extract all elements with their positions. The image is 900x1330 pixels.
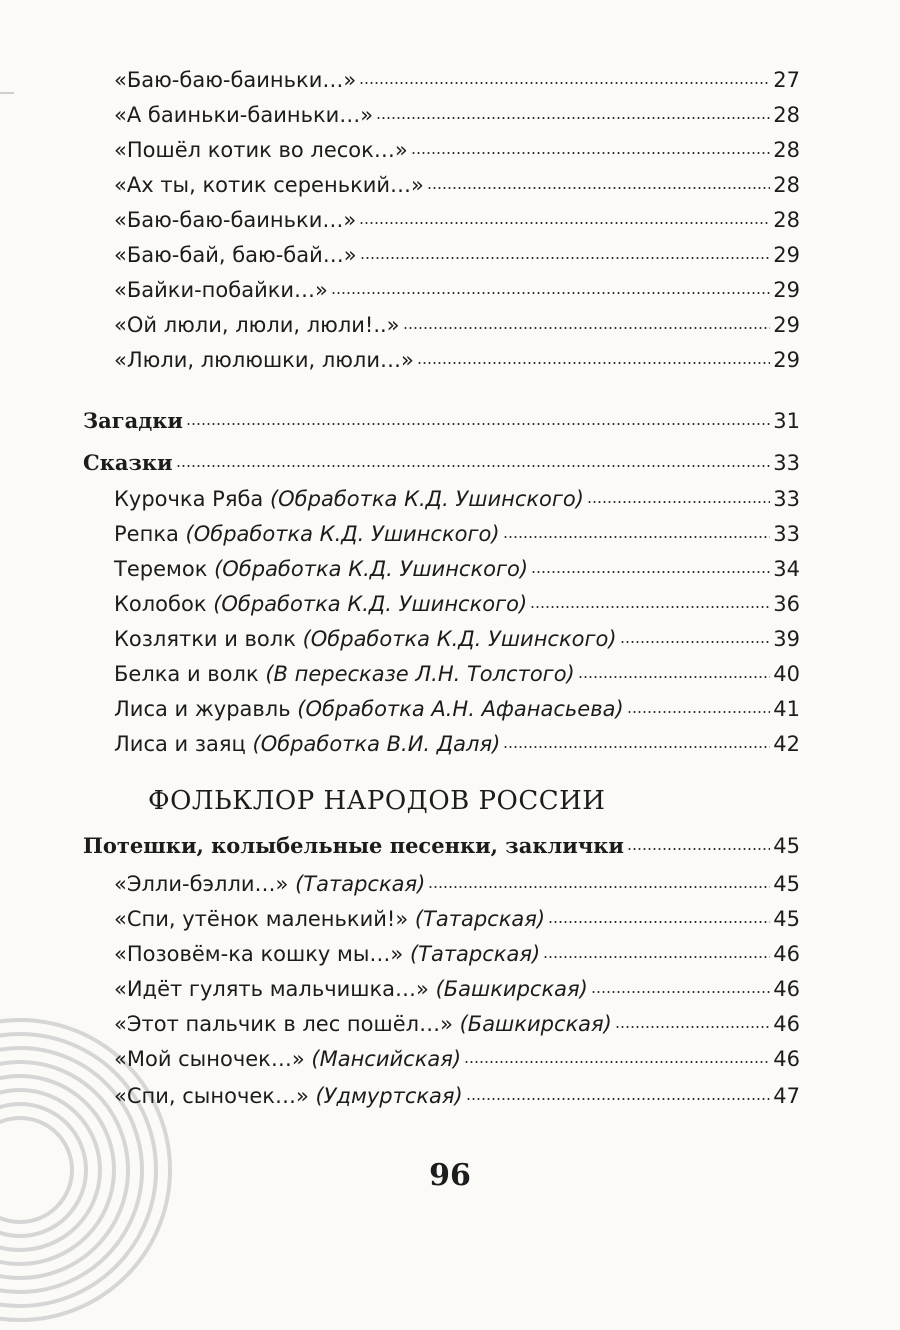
toc-entry-name: Курочка Ряба xyxy=(114,487,270,511)
toc-entry-title xyxy=(114,907,545,931)
toc-entry-name: Колобок xyxy=(114,592,214,616)
toc-entry-name: «Элли-бэлли…» xyxy=(114,872,296,896)
toc-entry-page: 29 xyxy=(773,278,800,302)
toc-entry-note: (Обработка К.Д. Ушинского) xyxy=(185,522,500,546)
toc-entry[interactable] xyxy=(114,348,800,372)
dot-leader xyxy=(503,535,771,539)
dot-leader xyxy=(411,151,771,155)
dot-leader xyxy=(427,186,770,190)
toc-section-page: 45 xyxy=(773,834,800,858)
toc-entry-title xyxy=(114,627,617,651)
toc-entry-name: Теремок xyxy=(114,557,215,581)
toc-entry-page: 46 xyxy=(773,942,800,966)
toc-section-page: 33 xyxy=(773,451,800,475)
toc-chapter-heading: ФОЛЬКЛОР НАРОДОВ РОССИИ xyxy=(148,786,606,816)
toc-section-title: Сказки xyxy=(83,450,173,475)
toc-entry-page: 47 xyxy=(773,1084,800,1108)
toc-entry[interactable] xyxy=(114,173,800,197)
toc-entry-page: 29 xyxy=(773,243,800,267)
toc-entry-note: (Обработка К.Д. Ушинского) xyxy=(214,557,529,581)
toc-entry-name: «Спи, сыночек…» xyxy=(114,1084,316,1108)
dot-leader xyxy=(587,500,770,504)
dot-leader xyxy=(543,955,770,959)
toc-entry-page: 33 xyxy=(773,522,800,546)
toc-entry-name: «Идёт гулять мальчишка…» xyxy=(114,977,436,1001)
toc-entry[interactable] xyxy=(114,592,800,616)
toc-entry[interactable] xyxy=(114,313,800,337)
dot-leader xyxy=(376,116,770,120)
toc-entry-page: 46 xyxy=(773,977,800,1001)
toc-entry-page: 42 xyxy=(773,732,800,756)
dot-leader xyxy=(591,990,770,994)
toc-entry-title: «Ах ты, котик серенький…» xyxy=(114,173,424,197)
toc-entry-title: «А баиньки-баиньки…» xyxy=(114,103,374,127)
dot-leader xyxy=(620,640,771,644)
toc-entry-page: 29 xyxy=(773,348,800,372)
toc-entry-name: Белка и волк xyxy=(114,662,266,686)
toc-entry[interactable] xyxy=(114,243,800,267)
toc-entry-note: (Татарская) xyxy=(409,942,541,966)
toc-entry-note: (Башкирская) xyxy=(459,1012,612,1036)
toc-entry-note: (Башкирская) xyxy=(435,977,588,1001)
dot-leader xyxy=(403,326,771,330)
toc-entry-name: Лиса и заяц xyxy=(114,732,253,756)
toc-entry-name: «Спи, утёнок маленький!» xyxy=(114,907,415,931)
toc-entry-title: «Люли, люлюшки, люли…» xyxy=(114,348,414,372)
toc-entry-title xyxy=(114,1012,612,1036)
toc-section-nursery[interactable] xyxy=(83,833,800,858)
toc-entry-title: «Байки-побайки…» xyxy=(114,278,328,302)
toc-entry-note: (Татарская) xyxy=(295,872,426,896)
toc-entry-name: «Позовём-ка кошку мы…» xyxy=(114,942,410,966)
toc-entry[interactable] xyxy=(114,557,800,581)
toc-entry-page: 39 xyxy=(773,627,800,651)
dot-leader xyxy=(466,1097,771,1101)
dot-leader xyxy=(186,422,770,426)
toc-entry[interactable] xyxy=(114,697,800,721)
toc-section-title: Загадки xyxy=(83,408,183,433)
toc-entry-title xyxy=(114,697,624,721)
toc-section-title: Потешки, колыбельные песенки, заклички xyxy=(83,833,624,858)
toc-entry-title xyxy=(114,1047,461,1071)
toc-entry[interactable] xyxy=(114,278,800,302)
toc-section-tales[interactable] xyxy=(83,450,800,475)
dot-leader xyxy=(627,847,770,851)
toc-entry-name: «Этот пальчик в лес пошёл…» xyxy=(114,1012,460,1036)
dot-leader xyxy=(578,675,771,679)
toc-entry-title: «Пошёл котик во лесок…» xyxy=(114,138,408,162)
dot-leader xyxy=(176,464,771,468)
dot-leader xyxy=(503,745,770,749)
toc-entry-title: «Баю-баю-баиньки…» xyxy=(114,68,357,92)
toc-entry-name: Лиса и журавль xyxy=(114,697,298,721)
toc-entry-title xyxy=(114,557,528,581)
dot-leader xyxy=(331,291,770,295)
dot-leader xyxy=(548,920,770,924)
toc-entry[interactable] xyxy=(114,1047,800,1071)
toc-entry-title xyxy=(114,592,527,616)
toc-section-riddles[interactable] xyxy=(83,408,800,433)
toc-entry-title xyxy=(114,662,575,686)
toc-entry-name: Репка xyxy=(114,522,186,546)
dot-leader xyxy=(359,221,770,225)
toc-entry-note: (Обработка А.Н. Афанасьева) xyxy=(297,697,624,721)
dot-leader xyxy=(428,885,770,889)
toc-entry-title xyxy=(114,487,584,511)
toc-entry-name: «Мой сыночек…» xyxy=(114,1047,312,1071)
toc-entry[interactable] xyxy=(114,942,800,966)
toc-entry-note: (Обработка К.Д. Ушинского) xyxy=(213,592,528,616)
dot-leader xyxy=(464,1060,770,1064)
toc-entry-page: 28 xyxy=(773,138,800,162)
dot-leader xyxy=(359,81,770,85)
toc-entry[interactable] xyxy=(114,103,800,127)
toc-entry-note: (Обработка К.Д. Ушинского) xyxy=(269,487,584,511)
toc-entry[interactable] xyxy=(114,138,800,162)
toc-entry-note: (Удмуртская) xyxy=(315,1084,463,1108)
toc-entry[interactable] xyxy=(114,68,800,92)
toc-entry-page: 46 xyxy=(773,1047,800,1071)
dot-leader xyxy=(531,570,770,574)
dot-leader xyxy=(360,256,771,260)
toc-entry[interactable] xyxy=(114,1012,800,1036)
toc-entry[interactable] xyxy=(114,977,800,1001)
toc-entry-page: 40 xyxy=(773,662,800,686)
dot-leader xyxy=(530,605,770,609)
toc-entry[interactable] xyxy=(114,662,800,686)
toc-entry-note: (Обработка В.И. Даля) xyxy=(252,732,501,756)
toc-entry-page: 28 xyxy=(773,103,800,127)
toc-entry-note: (Мансийская) xyxy=(311,1047,462,1071)
toc-entry-page: 29 xyxy=(773,313,800,337)
toc-entry-title xyxy=(114,1084,463,1108)
page-edge-mark xyxy=(0,92,14,94)
toc-entry-title xyxy=(114,732,500,756)
toc-entry-page: 27 xyxy=(773,68,800,92)
toc-entry-page: 28 xyxy=(773,173,800,197)
toc-entry[interactable] xyxy=(114,732,800,756)
toc-entry[interactable] xyxy=(114,1084,800,1108)
toc-entry-page: 45 xyxy=(773,872,800,896)
toc-entry-title xyxy=(114,522,500,546)
toc-entry-page: 28 xyxy=(773,208,800,232)
toc-section-page: 31 xyxy=(773,409,800,433)
toc-entry[interactable] xyxy=(114,627,800,651)
dot-leader xyxy=(615,1025,770,1029)
toc-entry-note: (Татарская) xyxy=(414,907,546,931)
toc-entry-title: «Баю-бай, баю-бай…» xyxy=(114,243,357,267)
toc-entry[interactable] xyxy=(114,872,800,896)
toc-entry[interactable] xyxy=(114,522,800,546)
toc-entry-page: 45 xyxy=(773,907,800,931)
toc-entry-note: (Обработка К.Д. Ушинского) xyxy=(302,627,617,651)
dot-leader xyxy=(417,361,770,365)
toc-entry-title: «Баю-баю-баиньки…» xyxy=(114,208,357,232)
toc-entry[interactable] xyxy=(114,208,800,232)
toc-entry-name: Козлятки и волк xyxy=(114,627,303,651)
toc-entry[interactable] xyxy=(114,907,800,931)
toc-entry-title xyxy=(114,942,540,966)
dot-leader xyxy=(627,710,771,714)
toc-entry-page: 41 xyxy=(773,697,800,721)
page-number: 96 xyxy=(429,1158,471,1193)
toc-entry-page: 33 xyxy=(773,487,800,511)
toc-entry[interactable] xyxy=(114,487,800,511)
toc-entry-page: 46 xyxy=(773,1012,800,1036)
toc-entry-title xyxy=(114,872,425,896)
toc-entry-title: «Ой люли, люли, люли!..» xyxy=(114,313,400,337)
toc-entry-note: (В пересказе Л.Н. Толстого) xyxy=(265,662,575,686)
toc-entry-title xyxy=(114,977,588,1001)
toc-entry-page: 36 xyxy=(773,592,800,616)
toc-entry-page: 34 xyxy=(773,557,800,581)
